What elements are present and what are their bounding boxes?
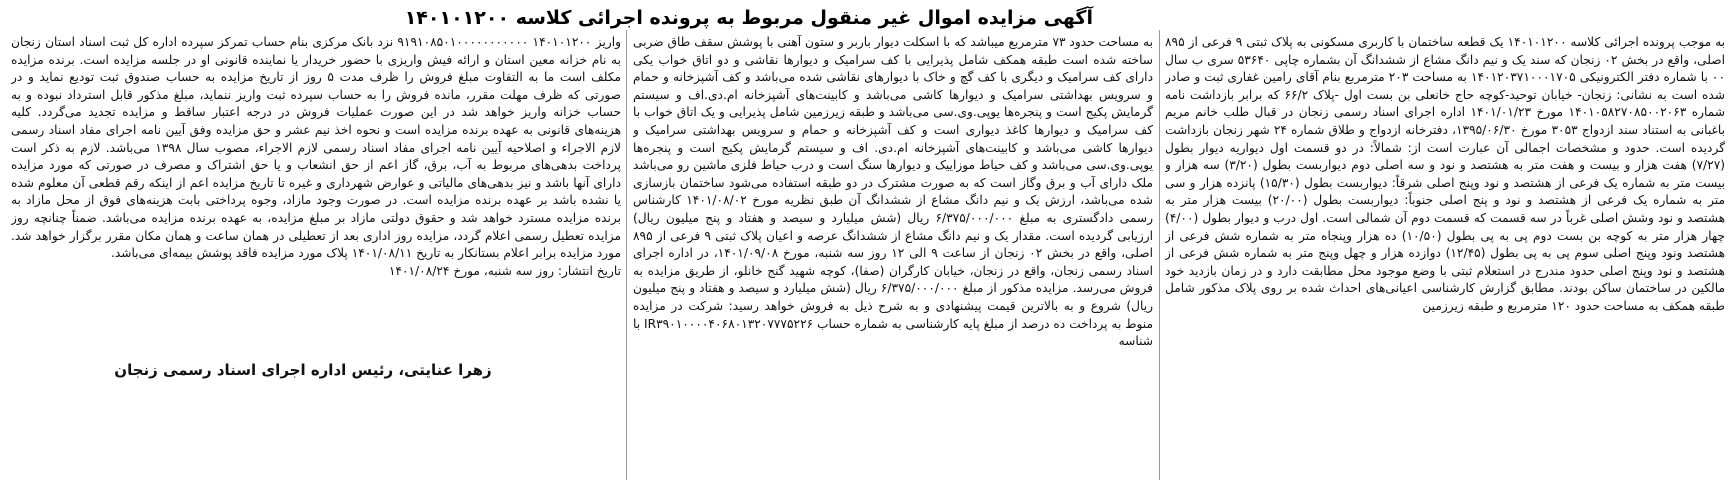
- notice-paragraph-3: واریز ۱۴۰۱۰۱۲۰۰ ۹۱۹۱۰۸۵۰۱۰۰۰۰۰۰۰۰۰۰۰ نزد بانک مرکزی بنام حساب تمرکز سپرده اداره کل ثبت اسناد استان زنجان به نام خزانه معین استان و ارائه فیش واریزی با حضور خریدار یا نماینده قانونی او در جلسه مزایده است. برنده مزایده مکلف است ما به التفاوت مبلغ فروش را ظرف مدت ۵ روز از تاریخ مزایده به حساب صندوق ثبت تودیع نماید و در صورتی که ظرف مهلت مقرر، مانده فروش را به حساب سپرده ثبت واریز ننماید، مبلغ مذکور قابل استرداد نبوده و به حساب خزانه واریز خواهد شد در این صورت عملیات فروش در درجه اعتبار ساقط و مزایده تجدید می‌گردد. کلیه هزینه‌های قانونی به عهده برنده مزایده است و نحوه اخذ نیم عشر و حق مزایده وفق آیین نامه اجرای مفاد اسناد رسمی لازم الاجراء و اصلاحیه آیین نامه اجرای مفاد اسناد رسمی لازم الاجراء، مصوب سال ۱۳۹۸ می‌باشد. لازم به ذکر است پرداخت بدهی‌های مربوط به آب، برق، گاز اعم از حق انشعاب و یا حق اشتراک و مصرف در صورتی که مورد مزایده دارای آنها باشد و نیز بدهی‌های مالیاتی و عوارض شهرداری و غیره تا تاریخ مزایده اعم از اینکه رقم قطعی آن معلوم شده یا نشده باشد بر عهده برنده مزایده است. در صورت وجود مازاد، وجوه پرداختی بابت هزینه‌های فوق از محل مازاد به برنده مزایده مسترد خواهد شد و حقوق دولتی مازاد بر مبلغ مزایده، به عهده برنده مزایده می‌باشد. ضمناً چنانچه روز مزایده تعطیل رسمی اعلام گردد، مزایده روز اداری بعد از تعطیلی در همان ساعت و همان مکان مقرر برگزار خواهد شد. مورد مزایده برابر اعلام بستانکار به تاریخ ۱۴۰۱/۰۸/۱۱ پلاک مورد مزایده فاقد پوشش بیمه‌ای می‌باشد.: [11, 35, 621, 261]
- notice-column-right: [1165, 34, 1725, 482]
- column-divider-2: [626, 30, 627, 480]
- notice-paragraph-2: به مساحت حدود ۷۳ مترمربع میباشد که با اسکلت دیوار باربر و ستون آهنی با پوشش سقف طاق ضربی ساخته شده است طبقه همکف شامل پذیرایی با کف سرامیک و دیوارها نقاشی و دو اتاق خواب یکی دارای کف سرامیک و دیگری با کف گچ و خاک با دیوارهای نقاشی شده می‌باشد و کف آشپزخانه و حمام و سرویس بهداشتی سرامیک و دیوارها کاشی می‌باشد و کابینت‌های آشپزخانه ام.دی.اف و سیستم گرمایش پکیج است و پنجره‌ها یوپی.وی.سی می‌باشد و طبقه زیرزمین شامل پذیرایی و یک اتاق خواب با کف سرامیک و دیوارها کاغذ دیواری است و کف آشپزخانه و حمام و سرویس بهداشتی سرامیک و دیوارها کاشی می‌باشد و کابینت‌های آشپزخانه ام.دی. اف و سیستم گرمایش پکیج است و پنجره‌ها یوپی.وی.سی می‌باشد و کف حیاط موزاییک و دیوارها سنگ است و درب حیاط فلزی ماشین رو می‌باشد ملک دارای آب و برق وگاز است که به صورت مشترک در دو طبقه استفاده می‌شود ساختمان بازسازی شده می‌باشد، ارزش یک و نیم دانگ مشاع از ششدانگ آن طبق نظریه مورخ ۱۴۰۱/۰۸/۰۲ کارشناس رسمی دادگستری به مبلغ ۶/۳۷۵/۰۰۰/۰۰۰ ریال (شش میلیارد و سیصد و هفتاد و پنج میلیون ریال) ارزیابی گردیده است. مقدار یک و نیم دانگ مشاع از ششدانگ عرصه و اعیان پلاک ثبتی ۹ فرعی از ۸۹۵ اصلی، واقع در بخش ۰۲ زنجان از ساعت ۹ الی ۱۲ روز سه شنبه، مورخ ۱۴۰۱/۰۹/۰۸، در اداره اجرای اسناد رسمی زنجان، واقع در زنجان، خیابان کارگران (صفا)، کوچه شهید گنج خانلو، از طریق مزایده به فروش می‌رسد. مزایده مذکور از مبلغ ۶/۳۷۵/۰۰۰/۰۰۰ ریال (شش میلیارد و سیصد و هفتاد و پنج میلیون ریال) شروع و به بالاترین قیمت پیشنهادی و به شرح ذیل به فروش خواهد رسید: شرکت در مزایده منوط به پرداخت ده درصد از مبلغ پایه کارشناسی به شماره حساب IR۳۹۰۱۰۰۰۰۴۰۶۸۰۱۳۲۰۷۷۷۵۲۲۶ با شناسه: [633, 35, 1153, 349]
- notice-column-middle: [633, 34, 1153, 482]
- publication-date: تاریخ انتشار: روز سه شنبه، مورخ ۱۴۰۱/۰۸/۲۴: [388, 263, 621, 278]
- notice-column-left: [11, 34, 621, 482]
- signature-line: زهرا عنایتی، رئیس اداره اجرای اسناد رسمی زنجان: [114, 361, 492, 379]
- notice-paragraph-1: به موجب پرونده اجرائی کلاسه ۱۴۰۱۰۱۲۰۰ یک قطعه ساختمان با کاربری مسکونی به پلاک ثبتی ۹ فرعی از ۸۹۵ اصلی، واقع در بخش ۰۲ زنجان که سند یک و نیم دانگ مشاع از ششدانگ آن بشماره چاپی ۵۳۶۴۰ سری ب سال ۰۰ با شماره دفتر الکترونیکی ۱۴۰۱۲۰۳۷۱۰۰۰۱۷۰۵ به مساحت ۲۰۳ مترمربع بنام آقای رامین غفاری ثبت و صادر شده است به نشانی: زنجان- خیابان توحید-کوچه حاج خانعلی بن بست اول -پلاک ۶۶/۲ که برابر بازداشت نامه شماره ۱۴۰۱۰۵۸۲۷۰۸۵۰۰۲۰۶۳ مورخ ۱۴۰۱/۰۱/۲۳ اداره اجرای اسناد رسمی زنجان در قبال طلب خانم مریم باغبانی به استناد سند ازدواج ۳۰۵۳ مورخ ۱۳۹۵/۰۶/۳۰، دفترخانه ازدواج و طلاق شماره ۲۴ شهر زنجان بازداشت گردیده است. حدود و مشخصات اجمالی آن عبارت است از: شمالاً: در دو قسمت اول دیواریه دیوار بطول (۷/۲۷) هفت هزار و بیست و هفت متر به هشتصد و نود و سه اصلی دوم دیواربست بطول (۳/۲۰) سه هزار و بیست متر به شماره یک فرعی از هشتصد و نود وپنج اصلی شرقاً: دیواربست بطول (۱۵/۳۰) پانزده هزار و سی متر به شماره یک فرعی از هشتصد و نود و پنج اصلی جنوباً: دیواربست بطول (۲۰/۰۰) بیست هزار متر به هشتصد و نود وشش اصلی غرباً در سه قسمت که قسمت دوم آن شمالی است. اول درب و دیوار بطول (۴/۰۰) چهار هزار متر به کوچه بن بست دوم پی به پی بطول (۱۰/۵۰) ده هزار وپنجاه متر به شماره شش فرعی از هشتصد ونود وپنج اصلی سوم پی به پی بطول (۱۲/۴۵) دوازده هزار و چهل وپنج متر به شماره شش فرعی از هشتصد و نود وپنج اصلی حدود مندرج در استعلام ثبتی با وضع موجود محل مطابقت دارد و در زمان بازدید خود مالکین در ساختمان ساکن بودند. مطابق گزارش کارشناسی اعیانی‌های احداث شده بر روی پلاک مذکور شامل طبقه همکف به مساحت حدود ۱۲۰ مترمربع و طبقه زیرزمین: [1165, 35, 1725, 313]
- notice-title: آگهی مزایده اموال غیر منقول مربوط به پرونده اجرائی کلاسه ۱۴۰۱۰۱۲۰۰: [404, 7, 1093, 29]
- column-divider-1: [1159, 30, 1160, 480]
